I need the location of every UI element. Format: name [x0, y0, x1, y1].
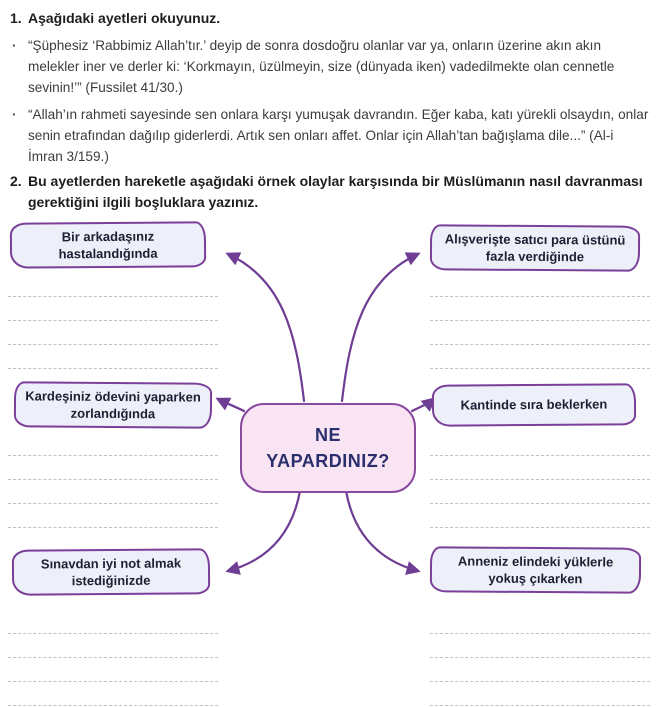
answer-line [430, 610, 650, 634]
answer-line [8, 432, 218, 456]
scenario-box-extra-change [430, 224, 640, 272]
answer-line [8, 297, 218, 321]
scenario-label: Alışverişte satıcı para üstünü fazla verdiğinde [444, 231, 626, 265]
center-question-node [240, 403, 416, 493]
answer-line [430, 432, 650, 456]
verse-item [0, 104, 657, 167]
scenario-box-friend-sick [10, 221, 206, 269]
answer-line [430, 273, 650, 297]
scenario-label: Anneniz elindeki yüklerle yokuş çıkarken [457, 553, 614, 587]
instructions-section [0, 0, 657, 213]
question-1-text: Aşağıdaki ayetleri okuyunuz. [28, 10, 221, 26]
center-question-label: NE YAPARDINIZ? [266, 424, 390, 471]
bullet-icon: · [12, 107, 17, 122]
answer-line [430, 456, 650, 480]
answer-line [430, 345, 650, 369]
answer-line [8, 321, 218, 345]
answer-line [430, 480, 650, 504]
answer-lines-bottom-left [8, 610, 218, 706]
answer-line [8, 682, 218, 706]
answer-line [8, 456, 218, 480]
scenario-box-sibling-homework [14, 381, 212, 429]
answer-line [430, 297, 650, 321]
arrow-to-top-left [228, 254, 304, 401]
answer-line [8, 345, 218, 369]
answer-line [430, 682, 650, 706]
scenario-box-canteen-queue [432, 383, 636, 426]
arrow-to-bottom-right [346, 491, 418, 571]
answer-line [8, 658, 218, 682]
scenario-box-mother-load [430, 546, 641, 594]
scenario-label: Kantinde sıra beklerken [460, 396, 608, 413]
question-2-number: 2. [10, 173, 22, 189]
answer-lines-middle-left [8, 432, 218, 528]
answer-lines-top-left [8, 273, 218, 369]
arrow-to-bottom-left [228, 491, 300, 571]
scenario-box-exam-grade [12, 548, 210, 596]
answer-line [8, 634, 218, 658]
answer-line [8, 273, 218, 297]
answer-line [430, 504, 650, 528]
scenario-label: Sınavdan iyi not almak istediğinizde [40, 555, 182, 589]
verse-item [0, 35, 657, 98]
scenario-label: Bir arkadaşınız hastalandığında [58, 228, 158, 262]
arrow-to-top-right [342, 254, 418, 401]
arrow-to-middle-left [218, 399, 244, 411]
verse-1-text: “Şüphesiz ‘Rabbimiz Allah’tır.’ deyip de sonra dosdoğru olanlar var ya, onların üzerine akın akın melekler iner ve derler ki: ‘Korkmayın, üzülmeyin, size (dünyada iken) vadedilmekte olan cennetle sevinin!’” (Fussilet 41/30.) [28, 38, 615, 95]
answer-line [430, 658, 650, 682]
bullet-icon: · [12, 38, 17, 53]
answer-lines-top-right [430, 273, 650, 369]
question-1 [0, 8, 657, 29]
mind-map-diagram [0, 207, 657, 707]
answer-lines-bottom-right [430, 610, 650, 706]
answer-lines-middle-right [430, 432, 650, 528]
answer-line [8, 610, 218, 634]
scenario-label: Kardeşiniz ödevini yaparken zorlandığında [25, 388, 201, 422]
answer-line [8, 504, 218, 528]
answer-line [8, 480, 218, 504]
answer-line [430, 321, 650, 345]
verse-2-text: “Allah’ın rahmeti sayesinde sen onlara karşı yumuşak davrandın. Eğer kaba, katı yürekli olsaydın, onlar senin etrafından dağılıp giderlerdi. Artık sen onları affet. Onlar için Allah’tan bağışlama dile...” (Al-i İmran 3/159.) [28, 107, 649, 164]
answer-line [430, 634, 650, 658]
question-1-number: 1. [10, 10, 22, 26]
arrow-to-middle-right [412, 399, 434, 411]
question-2-text: Bu ayetlerden hareketle aşağıdaki örnek olaylar karşısında bir Müslümanın nasıl davranması gerektiğini ilgili boşluklara yazınız. [28, 173, 643, 210]
